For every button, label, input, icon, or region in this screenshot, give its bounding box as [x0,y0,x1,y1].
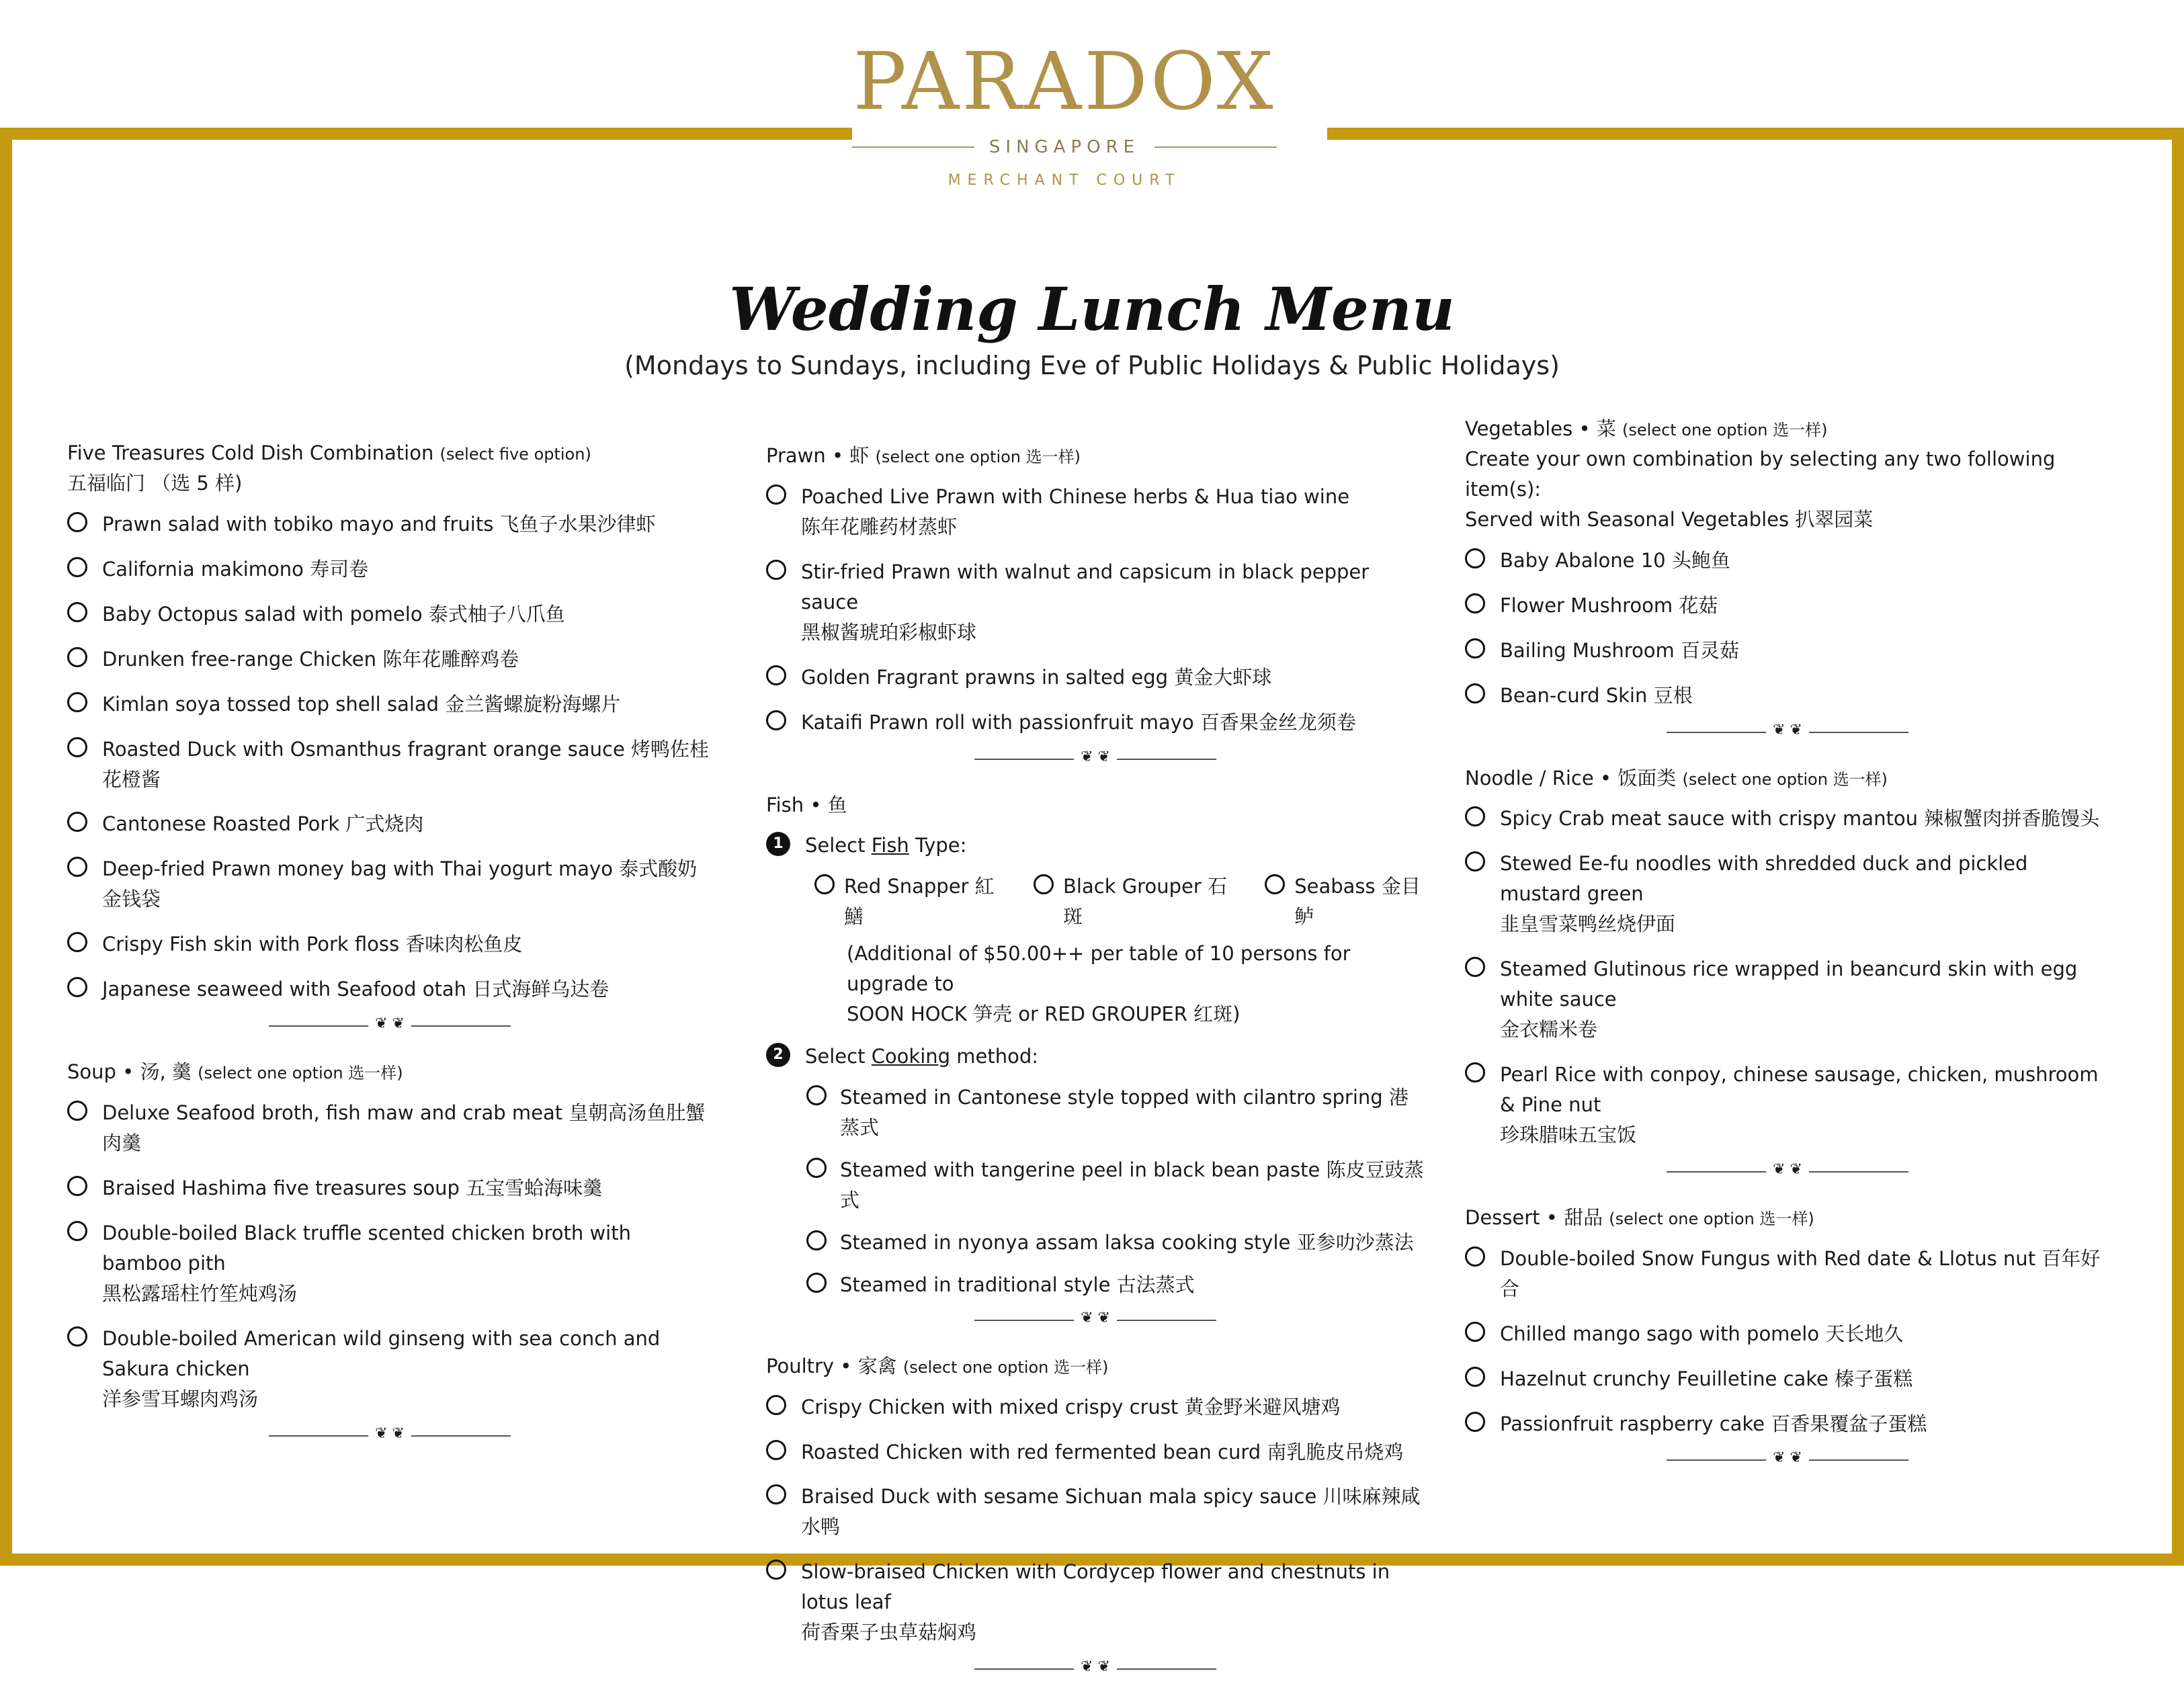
option-label: Prawn salad with tobiko mayo and fruits 飞鱼子水果沙律虾 [102,512,656,536]
radio-circle-icon[interactable] [1465,638,1485,658]
menu-option[interactable] [1465,591,2110,621]
noodle-list [1465,804,2110,1150]
brand-property: MERCHANT COURT [948,172,1181,189]
fish-method-list [766,1082,1425,1300]
column-right [1465,414,2110,1491]
option-label: Flower Mushroom 花菇 [1500,593,1718,617]
radio-circle-icon[interactable] [806,1158,827,1178]
ornament-icon: ❦ ❦ [1766,1451,1809,1465]
option-label: Braised Hashima five treasures soup 五宝雪蛤海味羹 [102,1176,603,1199]
soup-list [67,1098,712,1414]
ornament-icon: ❦ ❦ [1074,750,1117,765]
radio-circle-icon[interactable] [1465,1062,1485,1082]
radio-circle-icon[interactable] [67,812,87,832]
fish-type-option[interactable] [1265,872,1425,932]
menu-option[interactable] [67,509,712,540]
option-label: Cantonese Roasted Pork 广式烧肉 [102,812,424,836]
poultry-heading: Poultry • 家禽 (select one option 选一样) [766,1354,1109,1377]
menu-option[interactable] [766,708,1425,738]
dessert-heading: Dessert • 甜品 (select one option 选一样) [1465,1205,1814,1229]
fish-step-2: 2 Select Cooking method: [766,1042,1425,1072]
ornament-icon: ❦ ❦ [368,1427,411,1441]
radio-circle-icon[interactable] [1465,1246,1485,1267]
menu-option[interactable] [1465,681,2110,711]
option-label-zh: 黑松露瑶柱竹笙炖鸡汤 [102,1281,298,1305]
option-label: Steamed in traditional style 古法蒸式 [840,1273,1195,1296]
divider [269,1425,511,1443]
page-subtitle: (Mondays to Sundays, including Eve of Public Holidays & Public Holidays) [624,351,1560,380]
menu-option[interactable] [766,482,1425,542]
radio-circle-icon[interactable] [766,1440,786,1460]
soup-heading: Soup • 汤, 羹 (select one option 选一样) [67,1060,403,1084]
page-title: Wedding Lunch Menu [729,274,1455,344]
radio-circle-icon[interactable] [806,1273,827,1293]
fish-type-label: Black Grouper 石斑 [1063,875,1227,929]
radio-circle-icon[interactable] [67,857,87,877]
radio-circle-icon[interactable] [67,557,87,577]
menu-option[interactable] [67,929,712,960]
menu-option[interactable] [766,1392,1425,1422]
option-label: Double-boiled Snow Fungus with Red date & Llotus nut 百年好合 [1500,1246,2101,1300]
divider [974,748,1216,766]
radio-circle-icon[interactable] [766,1560,786,1580]
menu-option[interactable] [766,1557,1425,1648]
radio-circle-icon[interactable] [1465,548,1485,568]
option-label: Deep-fried Prawn money bag with Thai yogurt mayo 泰式酸奶金钱袋 [102,857,698,911]
column-middle [766,441,1425,1700]
option-label: Bailing Mushroom 百灵菇 [1500,638,1739,662]
option-label: Kimlan soya tossed top shell salad 金兰酱螺旋粉海螺片 [102,692,621,716]
menu-option[interactable] [1465,804,2110,834]
menu-option[interactable] [67,1324,712,1414]
radio-circle-icon[interactable] [766,1484,786,1504]
option-label-zh: 洋参雪耳螺肉鸡汤 [102,1387,259,1410]
step-2-icon: 2 [766,1043,790,1067]
column-left [67,438,712,1467]
menu-option[interactable] [67,1218,712,1309]
option-label: Baby Octopus salad with pomelo 泰式柚子八爪鱼 [102,602,565,626]
ornament-icon: ❦ ❦ [1766,1162,1809,1177]
option-label: Double-boiled American wild ginseng with sea conch and Sakura chicken [102,1326,661,1380]
option-label: California makimono 寿司卷 [102,557,369,581]
option-label: Drunken free-range Chicken 陈年花雕醉鸡卷 [102,647,519,671]
radio-circle-icon[interactable] [67,932,87,952]
menu-option[interactable] [1465,1244,2110,1304]
menu-option[interactable] [67,809,712,839]
ornament-icon: ❦ ❦ [1074,1660,1117,1674]
radio-circle-icon[interactable] [67,737,87,757]
prawn-list [766,482,1425,738]
option-label: Chilled mango sago with pomelo 天长地久 [1500,1322,1904,1345]
menu-option[interactable] [67,689,712,720]
fish-type-option[interactable] [814,872,996,932]
option-label: Steamed with tangerine peel in black bean paste 陈皮豆豉蒸式 [840,1158,1424,1212]
menu-option[interactable] [766,1082,1425,1143]
fish-heading: Fish • 鱼 [766,793,847,816]
menu-option[interactable] [766,663,1425,693]
menu-option[interactable] [67,854,712,915]
radio-circle-icon[interactable] [67,1221,87,1241]
radio-circle-icon[interactable] [67,602,87,622]
menu-option[interactable] [766,557,1425,648]
brand-name: PARADOX [853,35,1276,128]
menu-option[interactable] [1465,849,2110,939]
cold-dish-heading: Five Treasures Cold Dish Combination (select five option) 五福临门 （选 5 样) [67,441,591,495]
option-label: Baby Abalone 10 头鲍鱼 [1500,548,1730,572]
option-label: Stir-fried Prawn with walnut and capsicum in black pepper sauce [801,560,1370,613]
option-label: Crispy Fish skin with Pork floss 香味肉松鱼皮 [102,933,523,956]
option-label: Golden Fragrant prawns in salted egg 黄金大虾球 [801,665,1272,689]
divider [974,1658,1216,1676]
option-label: Roasted Chicken with red fermented bean curd 南乳脆皮吊烧鸡 [801,1440,1404,1463]
radio-circle-icon[interactable] [806,1230,827,1250]
fish-upgrade-note: (Additional of $50.00++ per table of 10 persons for upgrade to SOON HOCK 笋壳 or RED GROUPER 红斑) [847,942,1351,1026]
option-label: Hazelnut crunchy Feuilletine cake 榛子蛋糕 [1500,1367,1913,1390]
option-label-zh: 韭皇雪菜鸭丝烧伊面 [1500,912,1676,936]
option-label: Japanese seaweed with Seafood otah 日式海鲜乌达卷 [102,978,610,1001]
option-label-zh: 金衣糯米卷 [1500,1018,1598,1042]
divider [1667,721,1908,739]
ornament-icon: ❦ ❦ [1766,723,1809,738]
option-label: Deluxe Seafood broth, fish maw and crab meat 皇朝高汤鱼肚蟹肉羹 [102,1101,706,1154]
menu-option[interactable] [766,1270,1425,1300]
brand-city: SINGAPORE [989,137,1140,157]
radio-circle-icon[interactable] [806,1085,827,1105]
radio-circle-icon[interactable] [766,484,786,505]
option-label-zh: 珍珠腊味五宝饭 [1500,1123,1637,1146]
menu-option[interactable] [67,599,712,630]
menu-option[interactable] [1465,636,2110,666]
radio-circle-icon[interactable] [67,647,87,667]
menu-option[interactable] [1465,954,2110,1045]
option-label: Slow-braised Chicken with Cordycep flower and chestnuts in lotus leaf [801,1560,1390,1614]
divider [1667,1449,1908,1467]
veg-list [1465,546,2110,711]
menu-option[interactable] [766,1482,1425,1542]
radio-circle-icon[interactable] [1034,874,1054,894]
menu-option[interactable] [67,554,712,585]
prawn-heading: Prawn • 虾 (select one option 选一样) [766,444,1081,467]
divider [269,1015,511,1033]
radio-circle-icon[interactable] [1465,806,1485,826]
menu-option[interactable] [67,734,712,795]
ornament-icon: ❦ ❦ [368,1017,411,1031]
radio-circle-icon[interactable] [766,560,786,580]
option-label: Passionfruit raspberry cake 百香果覆盆子蛋糕 [1500,1412,1927,1435]
menu-option[interactable] [766,1155,1425,1216]
fish-type-options [766,872,1425,932]
cold-dish-list [67,509,712,1005]
option-label: Spicy Crab meat sauce with crispy mantou 辣椒蟹肉拼香脆馒头 [1500,807,2100,831]
step-1-icon: 1 [766,832,790,856]
radio-circle-icon[interactable] [1265,874,1285,894]
radio-circle-icon[interactable] [67,692,87,712]
option-label: Steamed Glutinous rice wrapped in beancurd skin with egg white sauce [1500,958,2078,1011]
menu-option[interactable] [67,644,712,675]
option-label: Bean-curd Skin 豆根 [1500,683,1693,707]
option-label: Kataifi Prawn roll with passionfruit mayo 百香果金丝龙须卷 [801,710,1356,734]
brand-logo [852,35,1277,189]
option-label: Crispy Chicken with mixed crispy crust 黄金野米避风塘鸡 [801,1395,1341,1418]
menu-option[interactable] [67,974,712,1005]
fish-type-label: Red Snapper 紅鱔 [844,875,995,929]
noodle-heading: Noodle / Rice • 饭面类 (select one option 选一样) [1465,766,1888,790]
menu-option[interactable] [1465,1364,2110,1394]
radio-circle-icon[interactable] [1465,957,1485,977]
option-label: Double-boiled Black truffle scented chicken broth with bamboo pith [102,1221,631,1275]
ornament-icon: ❦ ❦ [1074,1311,1117,1326]
frame-top-right [1327,128,2184,140]
radio-circle-icon[interactable] [1465,683,1485,704]
radio-circle-icon[interactable] [1465,1322,1485,1342]
fish-type-option[interactable] [1034,872,1227,932]
menu-option[interactable] [1465,546,2110,576]
menu-option[interactable] [766,1437,1425,1468]
radio-circle-icon[interactable] [67,512,87,532]
radio-circle-icon[interactable] [67,1326,87,1347]
radio-circle-icon[interactable] [1465,1367,1485,1387]
radio-circle-icon[interactable] [1465,1412,1485,1432]
dessert-list [1465,1244,2110,1439]
fish-step-1: 1 Select Fish Type: [766,831,1425,861]
menu-option[interactable] [1465,1319,2110,1349]
radio-circle-icon[interactable] [766,710,786,730]
menu-option[interactable] [1465,1409,2110,1439]
option-label-zh: 黑椒酱琥珀彩椒虾球 [801,620,977,644]
option-label-zh: 陈年花雕药材蒸虾 [801,515,958,538]
menu-option[interactable] [67,1098,712,1158]
veg-heading: Vegetables • 菜 (select one option 选一样) Create your own combination by selecting any two following item(s): Served with Seasonal Vegetables 扒翠园菜 [1465,417,2056,531]
radio-circle-icon[interactable] [1465,851,1485,872]
option-label: Braised Duck with sesame Sichuan mala spicy sauce 川味麻辣咸水鸭 [801,1485,1421,1539]
option-label: Roasted Duck with Osmanthus fragrant orange sauce 烤鸭佐桂花橙酱 [102,737,710,791]
option-label: Stewed Ee-fu noodles with shredded duck and pickled mustard green [1500,852,2028,906]
radio-circle-icon[interactable] [67,1176,87,1196]
radio-circle-icon[interactable] [67,1101,87,1121]
option-label: Pearl Rice with conpoy, chinese sausage, chicken, mushroom & Pine nut [1500,1063,2099,1116]
option-label: Steamed in nyonya assam laksa cooking style 亚参叻沙蒸法 [840,1230,1414,1254]
option-label: Poached Live Prawn with Chinese herbs & Hua tiao wine [801,484,1350,508]
radio-circle-icon[interactable] [766,665,786,685]
poultry-list [766,1392,1425,1648]
menu-option[interactable] [67,1173,712,1203]
option-label: Steamed in Cantonese style topped with cilantro spring 港蒸式 [840,1086,1409,1139]
option-label-zh: 荷香栗子虫草菇焖鸡 [801,1621,977,1644]
menu-option[interactable] [1465,1060,2110,1150]
radio-circle-icon[interactable] [814,874,835,894]
radio-circle-icon[interactable] [1465,593,1485,613]
frame-top-left [0,128,852,140]
radio-circle-icon[interactable] [67,977,87,997]
divider [974,1309,1216,1327]
menu-option[interactable] [766,1228,1425,1258]
fish-type-label: Seabass 金目鲈 [1294,875,1421,929]
divider [1667,1160,1908,1179]
radio-circle-icon[interactable] [766,1395,786,1415]
